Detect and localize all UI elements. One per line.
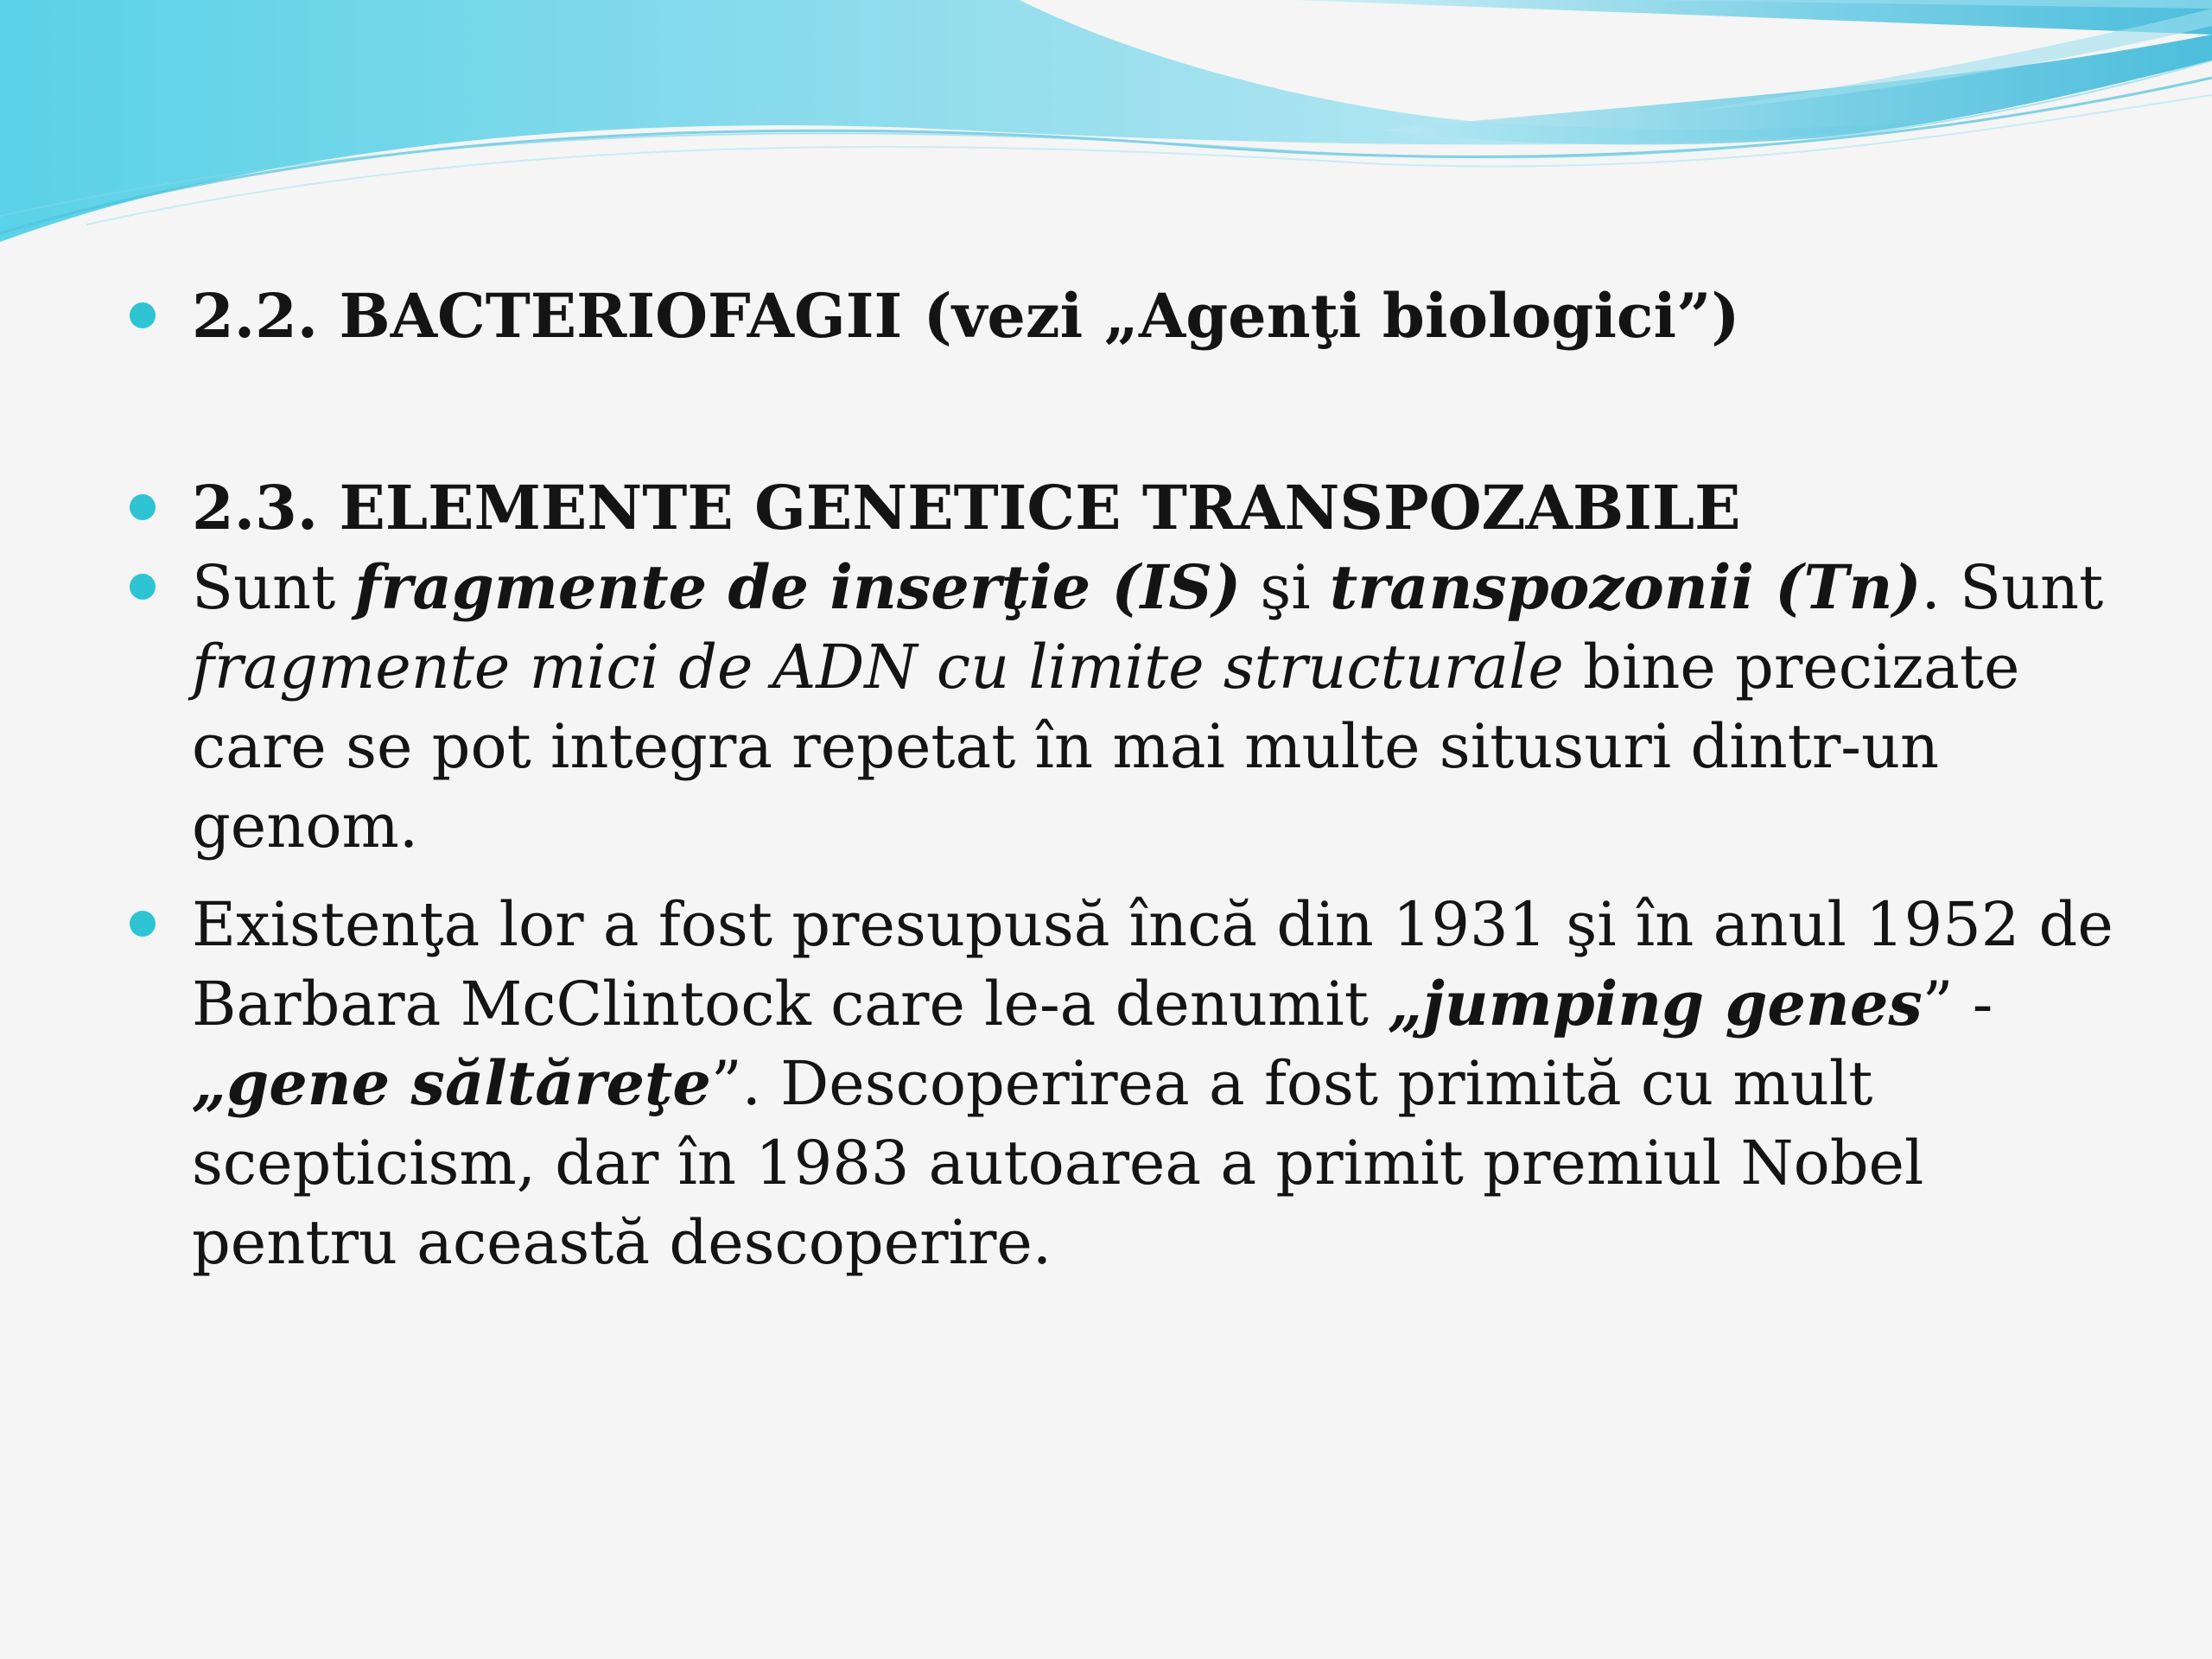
emphasis-tn: transpozonii (Tn)	[1329, 551, 1922, 623]
text-run: şi	[1241, 552, 1330, 623]
bullet-icon	[130, 911, 156, 937]
bullet-icon	[130, 302, 156, 328]
wave-header-decoration	[0, 0, 2212, 259]
heading-elemente-genetice: 2.3. ELEMENTE GENETICE TRANSPOZABILE	[192, 472, 1741, 543]
bullet-icon	[130, 574, 156, 600]
text-run: . Sunt	[1921, 552, 2104, 623]
heading-bacteriofagii: 2.2. BACTERIOFAGII (vezi „Agenţi biologici”)	[192, 280, 1740, 352]
emphasis-fragmente: fragmente mici de ADN cu limite structurale	[192, 632, 1564, 702]
text-run: ” -	[1922, 969, 1993, 1039]
list-item-definition	[130, 548, 2117, 866]
text-run: bine precizate care se pot integra repetat în mai multe situsuri dintr-un genom.	[192, 632, 2020, 861]
emphasis-gene-saltarete: „gene săltăreţe	[192, 1047, 711, 1119]
text-run: Sunt	[192, 552, 355, 623]
list-item-elemente	[130, 468, 2117, 548]
bullet-list	[130, 276, 2117, 1282]
list-item-history	[130, 885, 2117, 1282]
bullet-icon	[130, 494, 156, 520]
text-run: ”. Descoperirea a fost primită cu mult scepticism, dar în 1983 autoarea a primit premiul Nobel pentru această descoperire.	[192, 1048, 1924, 1278]
list-item-bacteriofagii	[130, 276, 2117, 356]
emphasis-is: fragmente de inserţie (IS)	[354, 551, 1242, 623]
slide-content	[130, 276, 2117, 1282]
emphasis-jumping-genes: „jumping genes	[1388, 968, 1923, 1039]
text-run: Existenţa lor a fost presupusă încă din 1931 şi în anul 1952 de Barbara McClintock care le-a denumit	[192, 889, 2113, 1039]
